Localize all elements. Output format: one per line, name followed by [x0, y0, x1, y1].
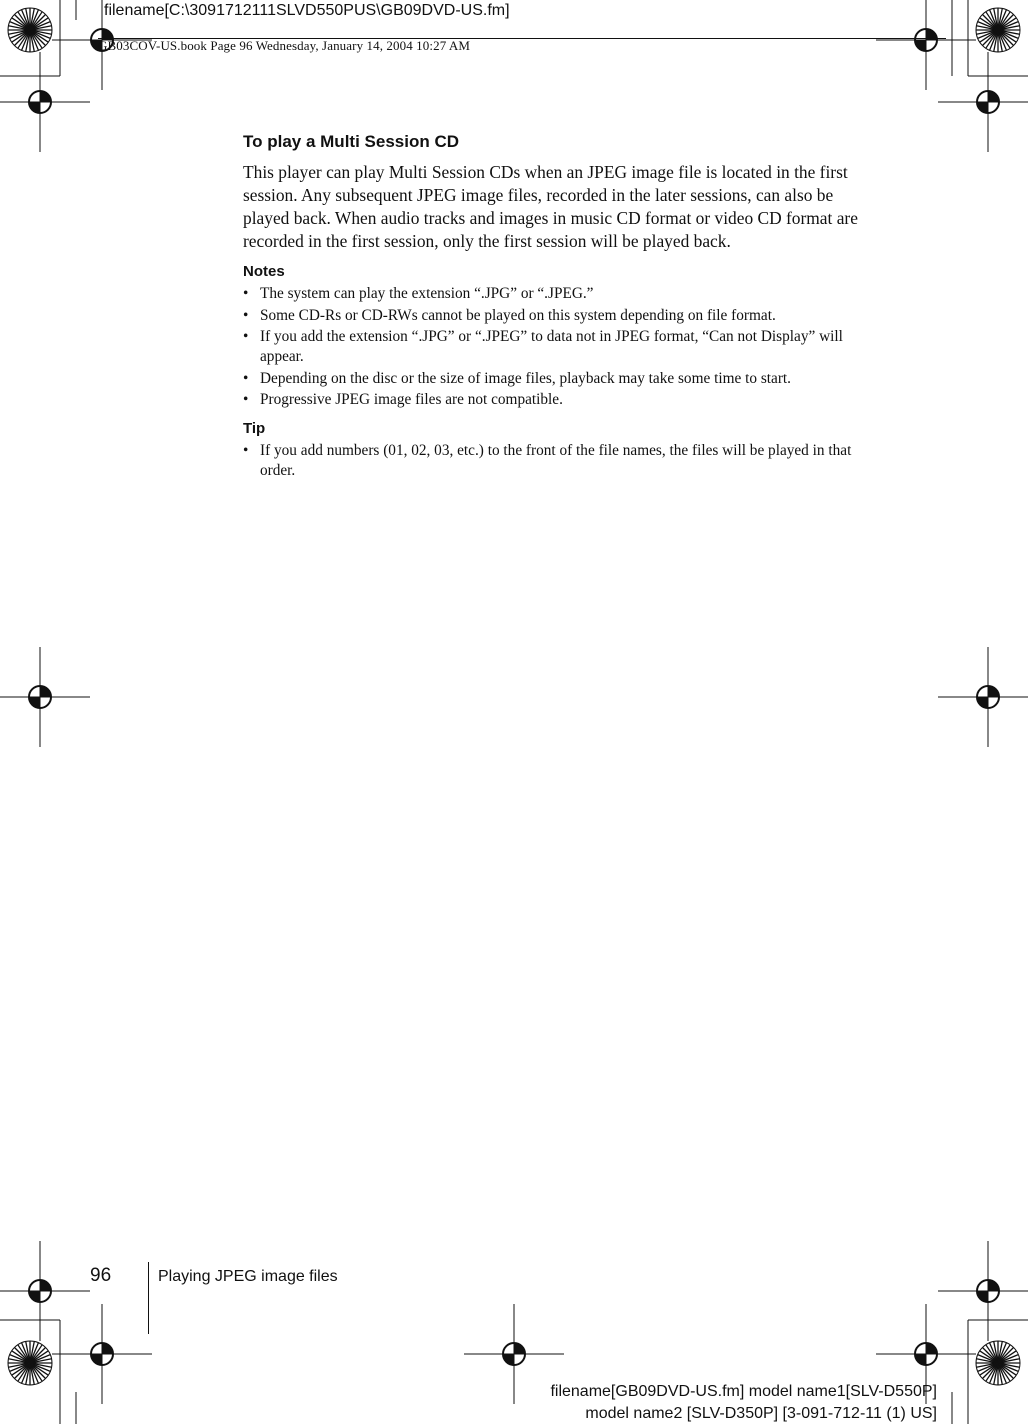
notes-heading: Notes: [243, 263, 285, 280]
header-book-info: GB03COV-US.book Page 96 Wednesday, January 14, 2004 10:27 AM: [98, 38, 471, 53]
list-item: • Progressive JPEG image files are not compatible.: [243, 391, 563, 408]
bullet-icon: •: [243, 328, 249, 345]
tip-heading: Tip: [243, 420, 266, 437]
header-filename: filename[C:\3091712111SLVD550PUS\GB09DVD-US.fm]: [104, 2, 510, 19]
list-item: • If you add the extension “.JPG” or “.JPEG” to data not in JPEG format, “Can not Display” will appear.: [243, 328, 843, 365]
section-body: This player can play Multi Session CDs when an JPEG image file is located in the first session. Any subsequent JPEG image files, recorded in the later sessions, can also be played back. When audio tracks and images in music CD format or video CD format are recorded in the first session, only the first session will be played back.: [243, 162, 858, 251]
footer-filename-line2: model name2 [SLV-D350P] [3-091-712-11 (1) US]: [585, 1405, 937, 1422]
footer-filename-line1: filename[GB09DVD-US.fm] model name1[SLV-D550P]: [550, 1383, 937, 1400]
bullet-icon: •: [243, 369, 249, 387]
bullet-icon: •: [243, 285, 249, 302]
tip-list: [243, 441, 883, 481]
page-number: 96: [90, 1265, 112, 1286]
bullet-icon: •: [243, 306, 249, 324]
notes-list: [243, 284, 883, 410]
list-item: • Depending on the disc or the size of image files, playback may take some time to start.: [243, 369, 791, 387]
list-item: • The system can play the extension “.JPG” or “.JPEG.”: [243, 285, 594, 302]
footer-section-title: Playing JPEG image files: [158, 1268, 338, 1285]
main-content: [243, 132, 883, 491]
section-title: To play a Multi Session CD: [243, 132, 459, 151]
footer-divider: [148, 1262, 149, 1334]
bullet-icon: •: [243, 391, 249, 408]
list-item: • Some CD-Rs or CD-RWs cannot be played on this system depending on file format.: [243, 306, 776, 324]
list-item: • If you add numbers (01, 02, 03, etc.) to the front of the file names, the files will be played in that order.: [243, 442, 852, 479]
bullet-icon: •: [243, 442, 249, 459]
